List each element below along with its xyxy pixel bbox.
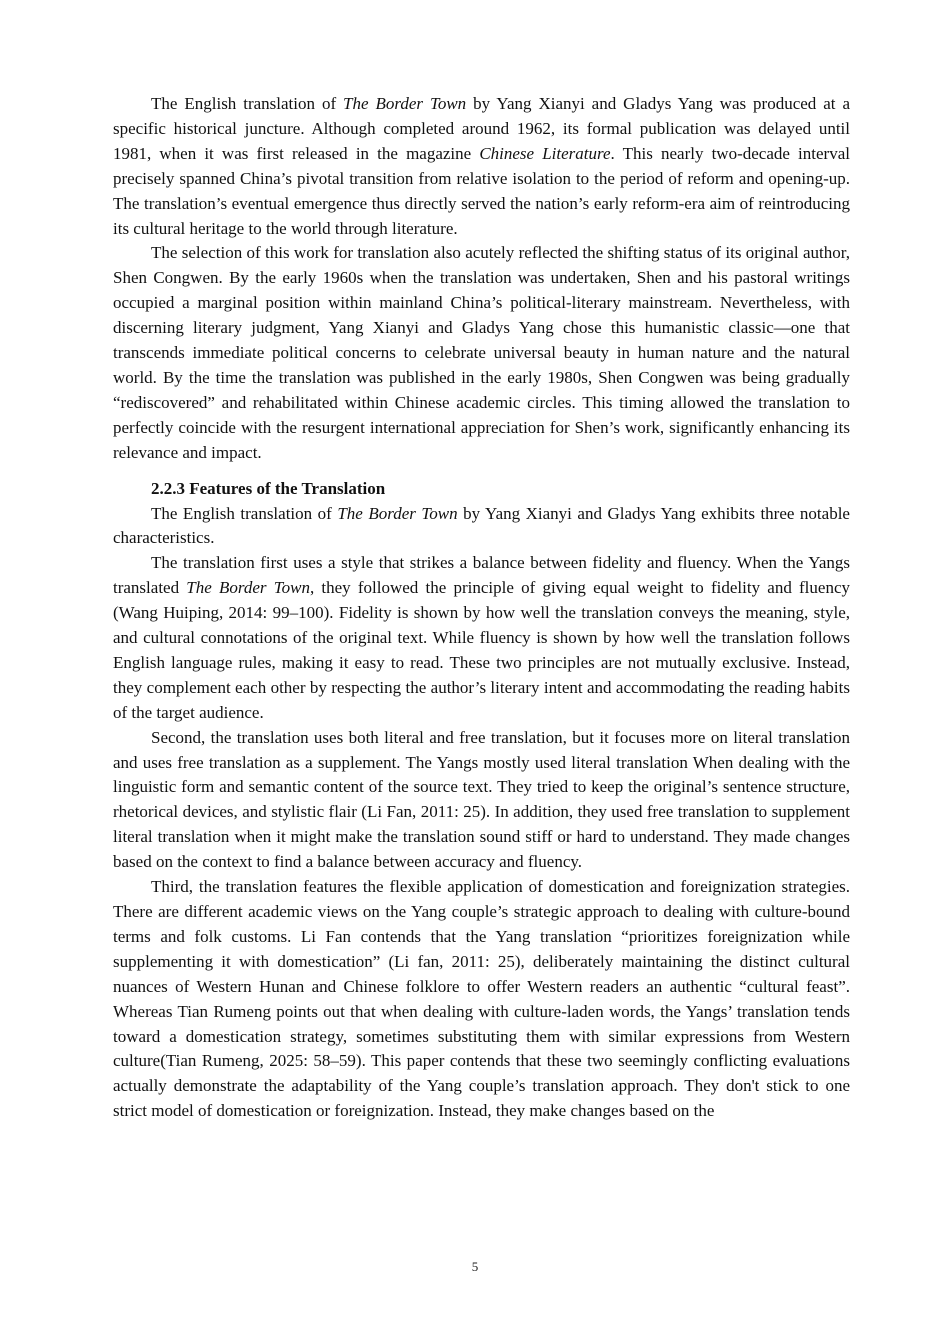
paragraph-text: The translation first uses a style that strikes a balance between fidelity and fluency. When the Yangs translated — [113, 553, 850, 598]
paragraph-text: Third, the translation features the flexible application of domestication and foreignization strategies. There are different academic views on the Yang couple’s strategic approach to dealing with culture-bound terms and folk customs. Li Fan contends that the Yang translation “prioritizes foreignization while supplementing it with domestication” (Li fan, 2011: 25), deliberately maintaining the distinct cultural nuances of Western Hunan and Chinese folklore to offer Western readers an authentic “cultural feast”. Whereas Tian Rumeng points out that when dealing with culture-laden words, the Yangs’ translation tends toward a domestication strategy, sometimes substituting them with similar expressions from Western culture(Tian Rumeng, 2025: 58–59). This paper contends that these two seemingly conflicting evaluations actually demonstrate the adaptability of the Yang couple’s translation approach. They don't stick to one strict model of domestication or foreignization. Instead, they make changes based on the — [113, 877, 850, 1121]
paragraph-text: by Yang Xianyi and Gladys Yang was produced at a specific historical juncture. Although completed around 1962, its formal publication was delayed until 1981, when it was first released in the magazine — [113, 94, 850, 163]
italic-title-text: Chinese Literature — [479, 143, 611, 163]
body-paragraph — [113, 875, 850, 1124]
page-body — [113, 92, 850, 1124]
section-heading: 2.2.3 Features of the Translation — [151, 478, 386, 498]
body-paragraph — [113, 241, 850, 465]
body-paragraph — [113, 726, 850, 875]
paragraph-text: by Yang Xianyi and Gladys Yang exhibits three notable characteristics. — [113, 503, 850, 548]
body-paragraph — [113, 92, 850, 241]
italic-title-text: The Border Town — [343, 94, 467, 113]
paragraph-text: , they followed the principle of giving equal weight to fidelity and fluency (Wang Huiping, 2014: 99–100). Fidelity is shown by how well the translation conveys the meaning, style, and cultural connotations of the original text. While fluency is shown by how well the translation follows English language rules, making it easy to read. These two principles are not mutually exclusive. Instead, they complement each other by respecting the author’s literary intent and accommodating the reading habits of the target audience. — [113, 578, 850, 722]
page-number: 5 — [471, 1259, 479, 1274]
body-paragraph — [113, 551, 850, 725]
paragraph-text: Second, the translation uses both literal and free translation, but it focuses more on literal translation and uses free translation as a supplement. The Yangs mostly used literal translation When dealing with the linguistic form and semantic content of the source text. They tried to keep the original’s sentence structure, rhetorical devices, and stylistic flair (Li Fan, 2011: 25). In addition, they used free translation to supplement literal translation when it might make the translation sound stiff or hard to understand. They made changes based on the context to find a balance between accuracy and fluency. — [113, 727, 850, 872]
paragraph-group-features — [113, 502, 850, 1125]
body-paragraph — [113, 502, 850, 552]
italic-title-text: The Border Town — [337, 503, 458, 523]
paragraph-text: . This nearly two-decade interval precisely spanned China’s pivotal transition from relative isolation to the period of reform and opening-up. The translation’s eventual emergence thus directly served the nation’s early reform-era aim of reintroducing its cultural heritage to the world through literature. — [113, 143, 850, 238]
paragraph-text: The English translation of — [151, 503, 338, 523]
paragraph-text: The selection of this work for translation also acutely reflected the shifting status of its original author, Shen Congwen. By the early 1960s when the translation was undertaken, Shen and his pastoral writings occupied a marginal position within mainland China’s political-literary mainstream. Nevertheless, with discerning literary judgment, Yang Xianyi and Gladys Yang chose this humanistic classic—one that transcends immediate political concerns to celebrate universal beauty in human nature and the natural world. By the time the translation was published in the early 1980s, Shen Congwen was being gradually “rediscovered” and rehabilitated within Chinese academic circles. This timing allowed the translation to perfectly coincide with the resurgent international appreciation for Shen’s work, significantly enhancing its relevance and impact. — [113, 243, 850, 462]
paragraph-group-history — [113, 92, 850, 466]
paragraph-text: The English translation of — [151, 94, 344, 113]
italic-title-text: The Border Town — [186, 578, 310, 598]
